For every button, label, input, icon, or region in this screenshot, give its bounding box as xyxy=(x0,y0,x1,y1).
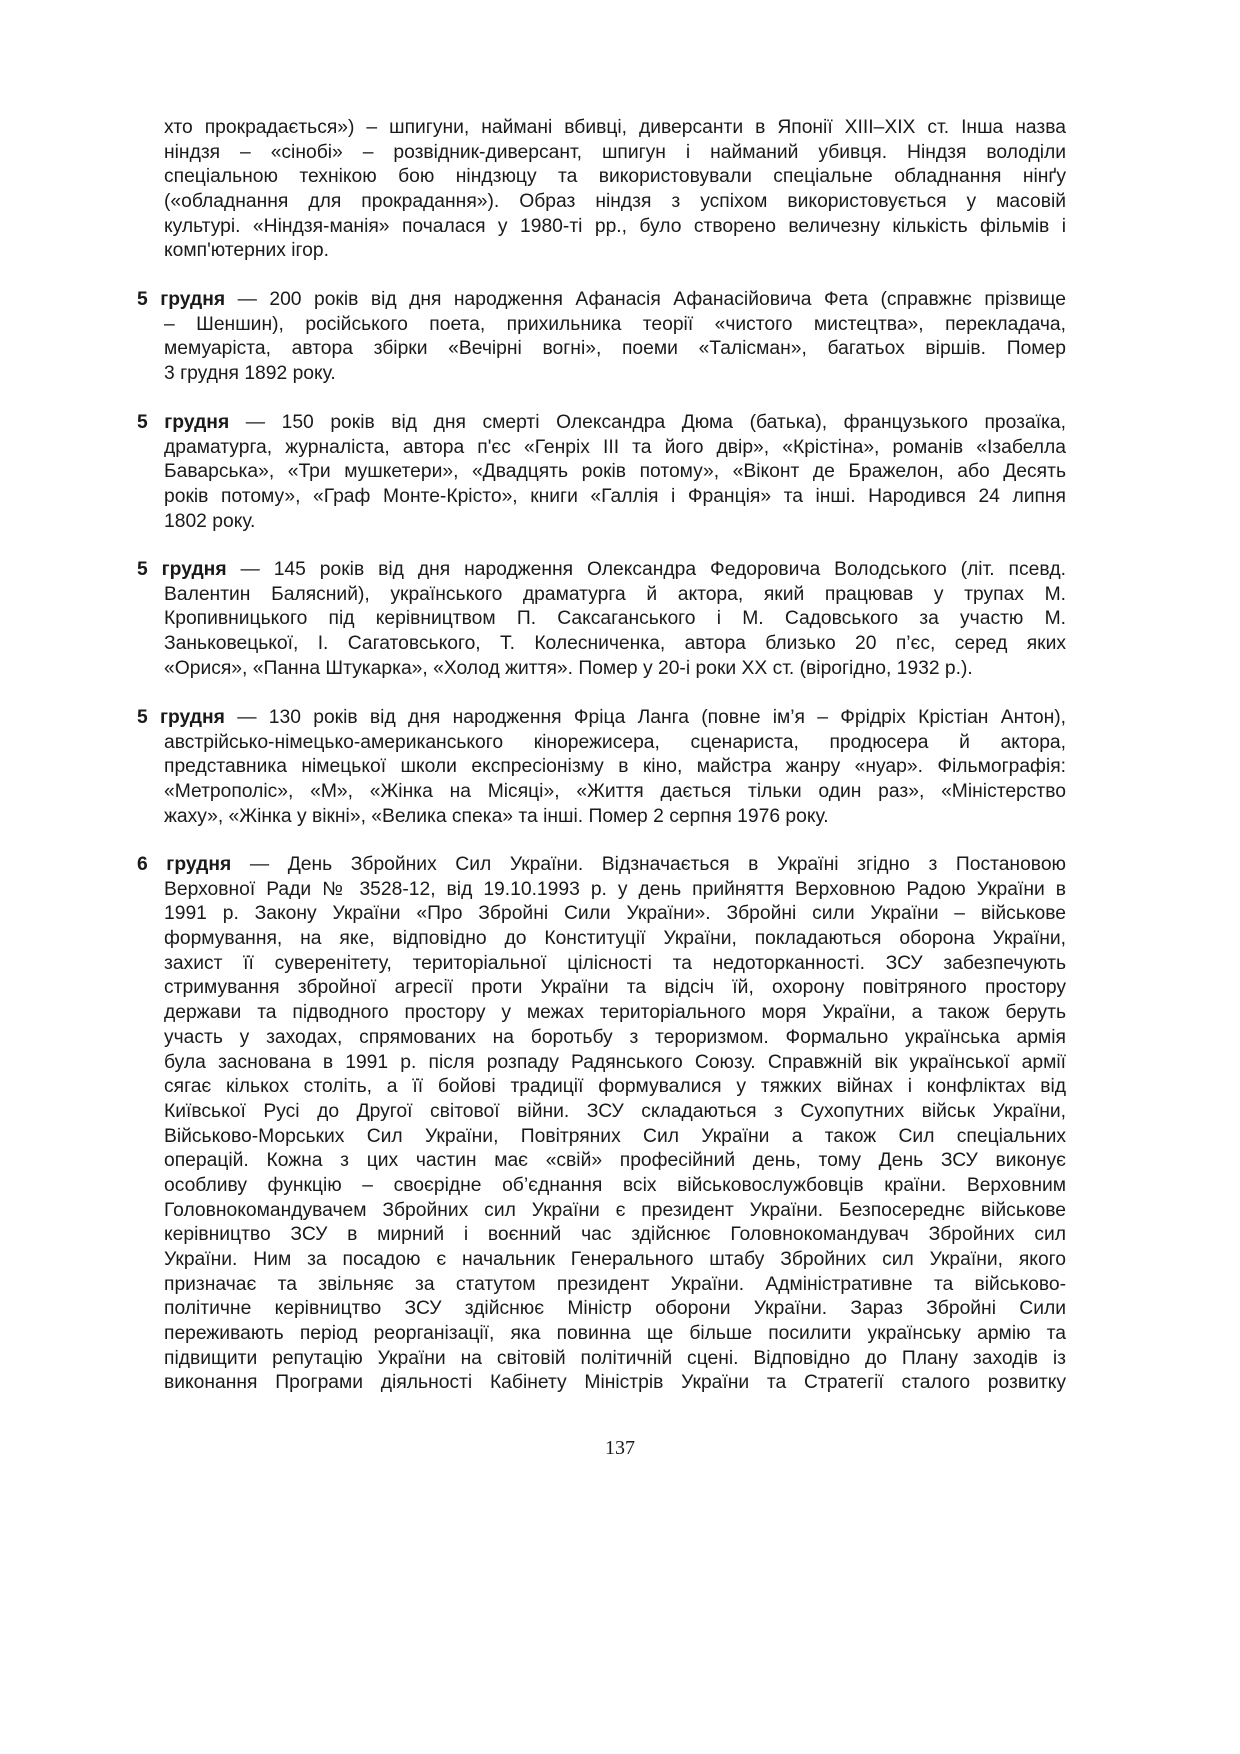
entry-first-line xyxy=(137,853,1066,878)
text-line: драматурга, журналіста, автора п'єс «Генріх III та його двір», «Крістіна», романів «Ізабелла xyxy=(164,436,1066,458)
entry-date: 5 грудня xyxy=(137,289,226,310)
text-line: комп'ютерних ігор. xyxy=(164,240,329,262)
text-line: сягає кількох століть, а її бойові традиції формувалися у тяжких війнах і конфліктах від xyxy=(164,1076,1066,1098)
text-line: Кропивницького під керівництвом П. Саксаганського і М. Садовського за участю М. xyxy=(164,608,1066,630)
entry-first-line xyxy=(137,706,1066,731)
text-line: операцій. Кожна з цих частин має «свій» професійний день, тому День ЗСУ виконує xyxy=(164,1150,1066,1172)
text-line: особливу функцію – своєрідне об’єднання всіх військовослужбовців країни. Верховним xyxy=(164,1174,1066,1196)
text-line: ніндзя – «сінобі» – розвідник-диверсант, шпигун і найманий убивця. Ніндзя володіли xyxy=(164,141,1066,163)
text-line: мемуаріста, автора збірки «Вечірні вогні», поеми «Талісман», багатьох віршів. Помер xyxy=(164,338,1066,360)
text-line: виконання Програми діяльності Кабінету Міністрів України та Стратегії сталого розвитку xyxy=(164,1372,1066,1394)
entry-date: 6 грудня xyxy=(137,854,232,875)
intro-paragraph xyxy=(137,116,1066,264)
text-line: стримування збройної агресії проти України та відсіч їй, охорону повітряного простору xyxy=(164,977,1066,999)
text-line: спеціальною технікою бою ніндзюцу та використовували спеціальне обладнання нінґу xyxy=(164,166,1066,188)
entry-date: 5 грудня xyxy=(137,412,230,433)
entry-lead-text: — 200 років від дня народження Афанасія Афанасійовича Фета (справжнє прізвище xyxy=(225,289,1066,310)
text-line: Валентин Балясний), українського драматурга й актора, який працював у трупах М. xyxy=(164,583,1066,605)
text-line: австрійсько-німецько-американського кінорежисера, сценариста, продюсера й актора, xyxy=(164,731,1066,753)
text-line: формування, на яке, відповідно до Конституції України, покладаються оборона України, xyxy=(164,928,1066,950)
text-line: Головнокомандувачем Збройних сил України є президент України. Безпосереднє військове xyxy=(164,1199,1066,1221)
text-line: Київської Русі до Другої світової війни. ЗСУ складаються з Сухопутних військ України, xyxy=(164,1100,1066,1122)
text-line: України. Ним за посадою є начальник Генерального штабу Збройних сил України, якого xyxy=(164,1249,1066,1270)
text-line: років потому», «Граф Монте-Крісто», книги «Галлія і Франція» та інші. Народився 24 липня xyxy=(164,486,1066,508)
entry-lead-text: — День Збройних Сил України. Відзначається в Україні згідно з Постановою xyxy=(231,854,1067,875)
entry-dumas xyxy=(137,411,1066,534)
text-line: «Метрополіс», «М», «Жінка на Місяці», «Життя дається тільки один раз», «Міністерство xyxy=(164,781,1066,803)
entry-date: 5 грудня xyxy=(137,559,227,580)
text-line: («обладнання для прокрадання»). Образ ніндзя з успіхом використовується у масовій xyxy=(164,191,1066,213)
text-line: 3 грудня 1892 року. xyxy=(164,363,336,385)
text-line: Військово-Морських Сил України, Повітряних Сил України а також Сил спеціальних xyxy=(164,1125,1066,1147)
text-line: захист її суверенітету, територіальної цілісності та недоторканності. ЗСУ забезпечують xyxy=(164,952,1066,974)
text-line: культурі. «Ніндзя-манія» почалася у 1980-ті рр., було створено величезну кількість фільмів і xyxy=(164,215,1066,237)
text-line: політичне керівництво ЗСУ здійснює Міністр оборони України. Зараз Збройні Сили xyxy=(164,1298,1066,1320)
page-number: 137 xyxy=(605,1437,635,1459)
text-line: керівництво ЗСУ в мирний і воєнний час здійснює Головнокомандувач Збройних сил xyxy=(164,1224,1066,1246)
entry-first-line xyxy=(137,558,1066,583)
text-line: держави та підводного простору у межах територіального моря України, а також беруть xyxy=(164,1002,1066,1024)
entry-armed-forces-day xyxy=(137,853,1066,1396)
entry-fet xyxy=(137,288,1066,387)
entry-lang xyxy=(137,706,1066,829)
text-line: жаху», «Жінка у вікні», «Велика спека» та інші. Помер 2 серпня 1976 року. xyxy=(164,805,829,827)
entry-lead-text: — 145 років від дня народження Олександра Федоровича Володського (літ. псевд. xyxy=(226,559,1066,580)
text-line: була заснована в 1991 р. після розпаду Радянського Союзу. Справжній вік української армії xyxy=(164,1051,1066,1073)
text-line: призначає та звільняє за статутом президент України. Адміністративне та військово- xyxy=(164,1273,1066,1295)
entry-first-line xyxy=(137,288,1066,313)
text-line: 1991 р. Закону України «Про Збройні Сили України». Збройні сили України – військове xyxy=(164,903,1066,925)
text-line: 1802 року. xyxy=(164,510,256,532)
text-line: участь у заходах, спрямованих на боротьбу з тероризмом. Формально українська армія xyxy=(164,1026,1066,1048)
entry-volodsky xyxy=(137,558,1066,681)
entry-date: 5 грудня xyxy=(137,707,225,728)
text-line: Заньковецької, І. Сагатовського, Т. Колесниченка, автора близько 20 п’єс, серед яких xyxy=(164,633,1066,655)
entry-lead-text: — 130 років від дня народження Фріца Ланга (повне ім’я – Фрідріх Крістіан Антон), xyxy=(224,707,1066,728)
text-line: представника німецької школи експресіонізму в кіно, майстра жанру «нуар». Фільмографія: xyxy=(164,756,1066,778)
text-line: переживають період реорганізації, яка повинна ще більше посилити українську армію та xyxy=(164,1323,1066,1345)
entry-first-line xyxy=(137,411,1066,436)
text-line: Верховної Ради № 3528-12, від 19.10.1993 р. у день прийняття Верховною Радою України в xyxy=(164,878,1066,900)
text-line: підвищити репутацію України на світовій політичній сцені. Відповідно до Плану заходів із xyxy=(164,1347,1066,1369)
text-line: Баварська», «Три мушкетери», «Двадцять років потому», «Віконт де Бражелон, або Десять xyxy=(164,461,1066,483)
text-line: «Орися», «Панна Штукарка», «Холод життя». Помер у 20-і роки ХХ ст. (вірогідно, 1932 р.). xyxy=(164,657,973,679)
entry-lead-text: — 150 років від дня смерті Олександра Дюма (батька), французького прозаїка, xyxy=(229,412,1066,433)
text-line: – Шеншин), російського поета, прихильника теорії «чистого мистецтва», перекладача, xyxy=(164,313,1066,335)
text-line: хто прокрадається») – шпигуни, наймані вбивці, диверсанти в Японії XIII–XIX ст. Інша назва xyxy=(164,117,1066,138)
